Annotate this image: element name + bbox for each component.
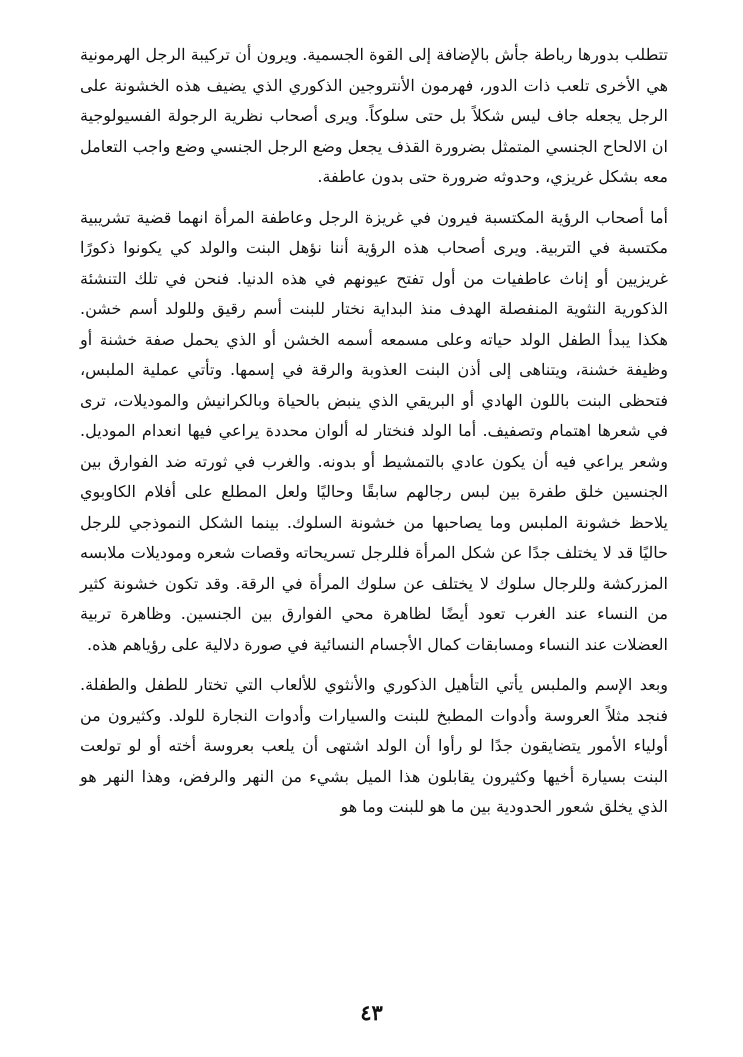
paragraph-2: أما أصحاب الرؤية المكتسبة فيرون في غريزة الرجل وعاطفة المرأة انهما قضية تشريبية مكتسبة في التربية. ويرى أصحاب هذه الرؤية أننا نؤهل البنت والولد كي يكونوا ذكورًا غريزيين أو إناث عاطفيات من أول تفتح عيونهم في هذه الدنيا. فنحن في تلك التنشئة الذكورية النثوية المنفصلة الهدف منذ البداية نختار للبنت أسم رقيق وللولد أسم خشن. هكذا يبدأ الطفل الولد حياته وعلى مسمعه أسمه الخشن أو الذي يحمل صفة خشنة أو وظيفة خشنة، ويتناهى إلى أذن البنت العذوبة والرقة في إسمها. وتأتي عملية الملبس، فتحظى البنت باللون الهادي أو البريقي الذي ينبض بالحياة وبالكرانيش والموديلات، ترى في شعرها اهتمام وتصفيف. أما الولد فنختار له ألوان محددة يراعي فيها انعدام الموديل. وشعر يراعي فيه أن يكون عادي بالتمشيط أو بدونه. والغرب في ثورته ضد الفوارق بين الجنسين خلق طفرة بين لبس رجالهم سابقًا وحاليًا ولعل المطلع على أفلام الكاوبوي يلاحظ خشونة الملبس وما يصاحبها من خشونة السلوك. بينما الشكل النموذجي للرجل حاليًا قد لا يختلف جدًا عن شكل المرأة فللرجل تسريحاته وقصات شعره وموديلات ملابسه المزركشة وللرجال سلوك لا يختلف عن سلوك المرأة في الرقة. وقد تكون خشونة كثير من النساء عند الغرب تعود أيضًا لظاهرة محي الفوارق بين الجنسين. وظاهرة تربية العضلات عند النساء ومسابقات كمال الأجسام النسائية في صورة دلالية على رؤياهم هذه. xyxy=(80,207,669,654)
paragraph-1: تتطلب بدورها رباطة جأش بالإضافة إلى القوة الجسمية. ويرون أن تركيبة الرجل الهرمونية هي الأخرى تلعب ذات الدور، فهرمون الأنتروجين الذكوري الذي يضيف هذه الخشونة على الرجل يجعله جاف ليس شكلاً بل حتى سلوكاً. ويرى أصحاب نظرية الرجولة الفسيولوجية ان الالحاح الجنسي المتمثل بضرورة القذف يجعل وضع الرجل الجنسي وضع واجب التعامل معه بشكل غريزي، وحدوثه ضرورة حتى بدون عاطفة. xyxy=(80,45,668,186)
page-number: ٤٣ xyxy=(360,1000,383,1025)
paragraph-3: وبعد الإسم والملبس يأتي التأهيل الذكوري والأنثوي للألعاب التي تختار للطفل والطفلة. فنجد مثلاً العروسة وأدوات المطبخ للبنت والسيارات وأدوات النجارة للولد. وكثيرون من أولياء الأمور يتضايقون جدًا لو رأوا أن الولد اشتهى أن يلعب بعروسة أخته أو لو تولعت البنت بسيارة أخيها وكثيرون يقابلون هذا الميل بشيء من النهر والرفض، وهذا النهر هو الذي يخلق شعور الحدودية بين ما هو للبنت وما هو xyxy=(80,675,668,816)
page-body xyxy=(80,40,668,823)
